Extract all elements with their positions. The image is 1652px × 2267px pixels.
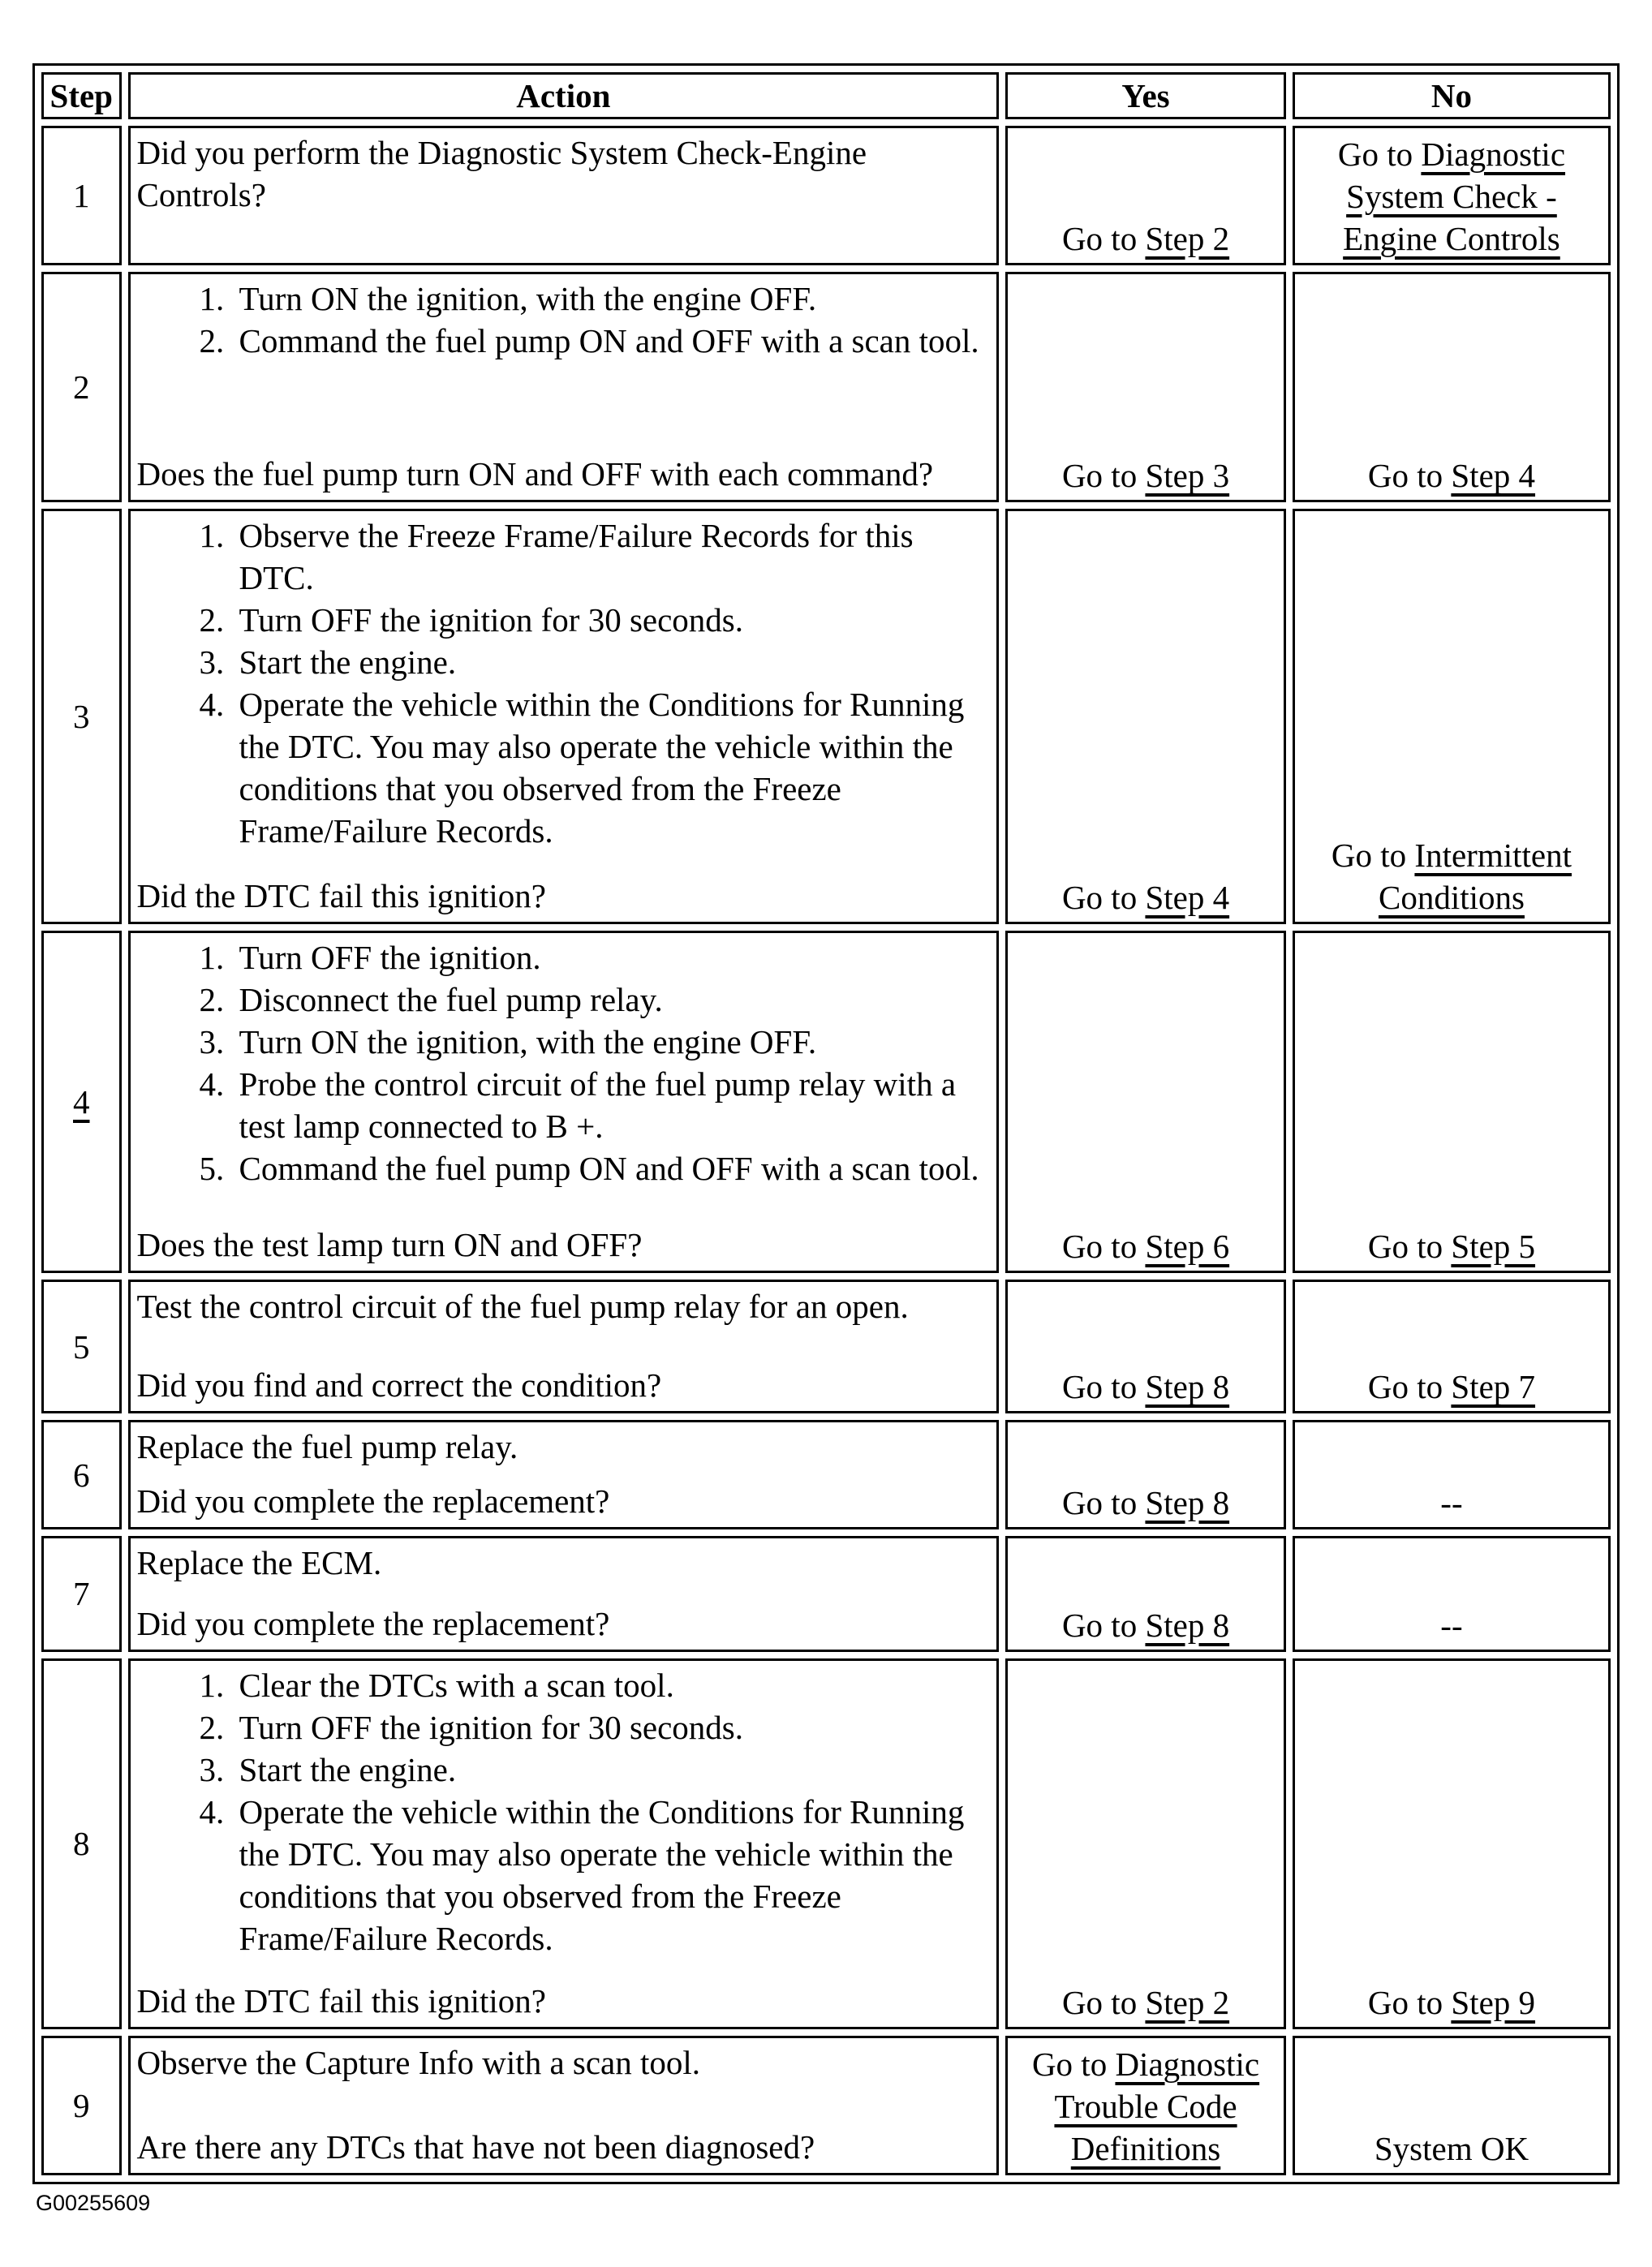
yes-cell <box>1005 126 1286 265</box>
yes-link[interactable]: Step 6 <box>1145 1227 1230 1265</box>
action-question: Does the test lamp turn ON and OFF? <box>136 1225 643 1263</box>
yes-link[interactable]: Step 2 <box>1145 1984 1230 2022</box>
no-cell <box>1293 1280 1611 1414</box>
yes-cell <box>1005 2036 1286 2175</box>
action-question: Does the fuel pump turn ON and OFF with each command? <box>136 455 934 493</box>
action-cell <box>128 1536 1000 1652</box>
yes-prefix: Go to <box>1061 1984 1146 2022</box>
figure-code: G00255609 <box>36 2191 151 2215</box>
table-row <box>41 2036 1611 2175</box>
action-step-item: 2. Turn OFF the ignition for 30 seconds. <box>233 1706 991 1749</box>
action-question: Did the DTC fail this ignition? <box>136 1982 546 2020</box>
step-number: 3 <box>41 509 122 923</box>
action-question: Did the DTC fail this ignition? <box>136 876 546 914</box>
action-step-item: 4. Operate the vehicle within the Conditions for Running the DTC. You may also operate the vehicle within the conditions that you observed from the Freeze Frame/Failure Records. <box>233 1791 991 1959</box>
action-question: Did you complete the replacement? <box>136 1482 610 1520</box>
no-prefix: Go to <box>1367 1984 1452 2022</box>
no-cell <box>1293 1420 1611 1529</box>
yes-link[interactable]: Step 8 <box>1145 1606 1230 1644</box>
action-cell <box>128 1280 1000 1414</box>
action-text: Observe the Capture Info with a scan tool. <box>136 2044 701 2082</box>
step-number: 8 <box>41 1658 122 2029</box>
yes-prefix: Go to <box>1061 878 1146 916</box>
action-cell <box>128 509 1000 923</box>
no-prefix: Go to <box>1337 135 1422 173</box>
action-step-item: 2. Disconnect the fuel pump relay. <box>233 979 991 1021</box>
yes-cell <box>1005 1280 1286 1414</box>
no-prefix: Go to <box>1331 836 1415 874</box>
action-cell <box>128 2036 1000 2175</box>
step-number: 2 <box>41 272 122 503</box>
no-cell <box>1293 126 1611 265</box>
yes-link[interactable]: Step 4 <box>1145 878 1230 916</box>
yes-prefix: Go to <box>1061 1368 1146 1406</box>
step-number: 9 <box>41 2036 122 2175</box>
no-prefix: Go to <box>1367 1227 1452 1265</box>
diagnostic-table-frame <box>32 63 1620 2184</box>
yes-prefix: Go to <box>1061 457 1146 495</box>
action-step-item: 4. Probe the control circuit of the fuel pump relay with a test lamp connected to B +. <box>233 1063 991 1147</box>
yes-prefix: Go to <box>1061 1606 1146 1644</box>
action-text: Did you perform the Diagnostic System Check-Engine Controls? <box>136 134 867 213</box>
yes-prefix: Go to <box>1061 219 1146 257</box>
no-cell <box>1293 2036 1611 2175</box>
no-link[interactable]: Intermittent Conditions <box>1378 836 1572 916</box>
no-text: -- <box>1440 1606 1463 1644</box>
step-number: 6 <box>41 1420 122 1529</box>
header-yes: Yes <box>1005 72 1286 119</box>
action-step-item: 1. Clear the DTCs with a scan tool. <box>233 1664 991 1706</box>
header-step: Step <box>41 72 122 119</box>
action-text: Replace the ECM. <box>136 1543 382 1581</box>
action-step-item: 3. Turn ON the ignition, with the engine OFF. <box>233 1021 991 1063</box>
no-text: System OK <box>1374 2130 1529 2167</box>
action-steps <box>137 514 991 852</box>
table-row <box>41 509 1611 923</box>
yes-link[interactable]: Step 8 <box>1145 1483 1230 1521</box>
yes-link[interactable]: Diagnostic Trouble Code Definitions <box>1054 2045 1260 2167</box>
table-row <box>41 1536 1611 1652</box>
no-prefix: Go to <box>1367 457 1452 495</box>
action-step-item: 5. Command the fuel pump ON and OFF with a scan tool. <box>233 1147 991 1189</box>
yes-cell <box>1005 272 1286 503</box>
yes-cell <box>1005 1658 1286 2029</box>
yes-cell <box>1005 509 1286 923</box>
action-step-item: 1. Turn ON the ignition, with the engine OFF. <box>233 277 991 320</box>
yes-link[interactable]: Step 3 <box>1145 457 1230 495</box>
action-steps <box>137 936 991 1189</box>
yes-prefix: Go to <box>1061 1483 1146 1521</box>
table-body <box>41 126 1611 2175</box>
table-row <box>41 272 1611 503</box>
table-row <box>41 931 1611 1273</box>
action-step-item: 3. Start the engine. <box>233 1749 991 1791</box>
action-cell <box>128 931 1000 1273</box>
action-cell <box>128 272 1000 503</box>
no-link[interactable]: Step 4 <box>1451 457 1536 495</box>
no-cell <box>1293 272 1611 503</box>
action-steps <box>137 1664 991 1959</box>
action-cell <box>128 126 1000 265</box>
step-number: 1 <box>41 126 122 265</box>
action-step-item: 1. Observe the Freeze Frame/Failure Records for this DTC. <box>233 514 991 599</box>
action-step-item: 2. Command the fuel pump ON and OFF with a scan tool. <box>233 320 991 362</box>
action-step-item: 3. Start the engine. <box>233 641 991 683</box>
table-row <box>41 1658 1611 2029</box>
yes-cell <box>1005 1420 1286 1529</box>
table-row <box>41 126 1611 265</box>
no-link[interactable]: Step 7 <box>1451 1368 1536 1406</box>
header-action: Action <box>128 72 1000 119</box>
no-link[interactable]: Step 9 <box>1451 1984 1536 2022</box>
step-number: 4 <box>41 931 122 1273</box>
action-text: Test the control circuit of the fuel pump relay for an open. <box>136 1287 909 1325</box>
action-step-item: 1. Turn OFF the ignition. <box>233 936 991 979</box>
no-link[interactable]: Diagnostic System Check - Engine Controls <box>1343 135 1566 257</box>
yes-cell <box>1005 1536 1286 1652</box>
action-question: Are there any DTCs that have not been diagnosed? <box>136 2128 815 2166</box>
step-number: 7 <box>41 1536 122 1652</box>
action-cell <box>128 1658 1000 2029</box>
action-question: Did you find and correct the condition? <box>136 1366 662 1405</box>
yes-link[interactable]: Step 2 <box>1145 219 1230 257</box>
no-cell <box>1293 1658 1611 2029</box>
yes-cell <box>1005 931 1286 1273</box>
header-no: No <box>1293 72 1611 119</box>
step-number: 5 <box>41 1280 122 1414</box>
no-text: -- <box>1440 1483 1463 1521</box>
no-prefix: Go to <box>1367 1368 1452 1406</box>
action-text: Replace the fuel pump relay. <box>136 1428 518 1466</box>
action-step-item: 4. Operate the vehicle within the Conditions for Running the DTC. You may also operate the vehicle within the conditions that you observed from the Freeze Frame/Failure Records. <box>233 683 991 852</box>
action-steps <box>137 277 991 362</box>
action-question: Did you complete the replacement? <box>136 1604 610 1642</box>
no-cell <box>1293 931 1611 1273</box>
no-cell <box>1293 1536 1611 1652</box>
table-row <box>41 1420 1611 1529</box>
yes-link[interactable]: Step 8 <box>1145 1368 1230 1406</box>
table-row <box>41 1280 1611 1414</box>
action-cell <box>128 1420 1000 1529</box>
yes-prefix: Go to <box>1061 1227 1146 1265</box>
no-link[interactable]: Step 5 <box>1451 1227 1536 1265</box>
yes-prefix: Go to <box>1031 2045 1116 2083</box>
diagnostic-table <box>35 66 1617 2182</box>
action-step-item: 2. Turn OFF the ignition for 30 seconds. <box>233 599 991 641</box>
no-cell <box>1293 509 1611 923</box>
